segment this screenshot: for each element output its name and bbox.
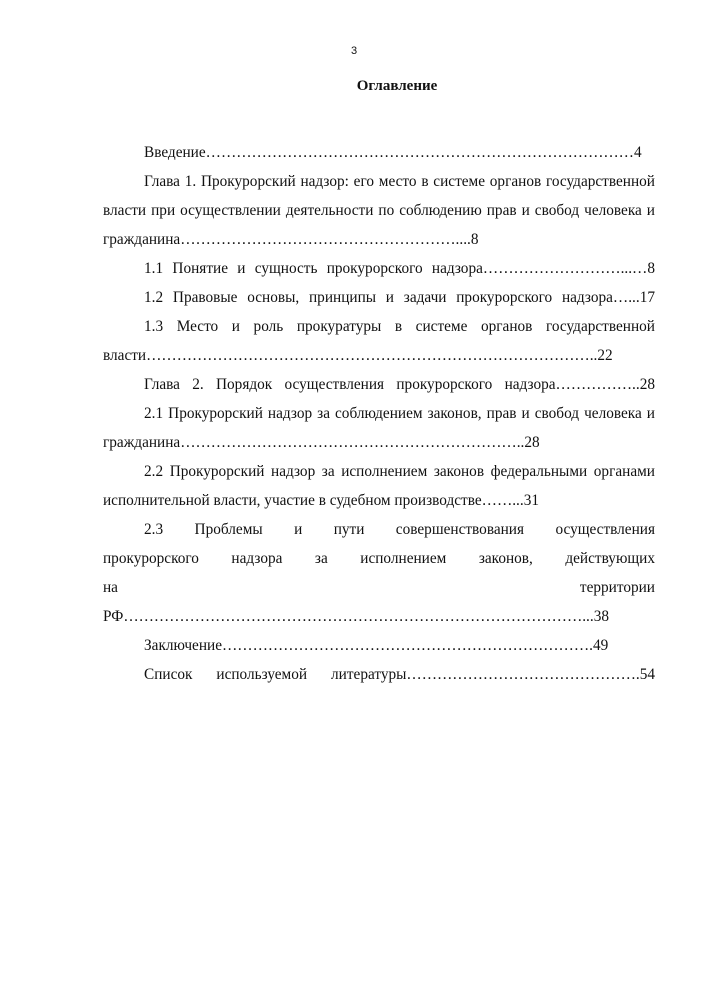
toc-entry-section-2-1: 2.1 Прокурорский надзор за соблюдением законов, прав и свобод человека и гражданина…………………………………………………………..28	[103, 405, 655, 451]
toc-entry-section-2-2: 2.2 Прокурорский надзор за исполнением законов федеральными органами исполнительной власти, участие в судебном производстве……...31	[103, 463, 655, 509]
toc-entry-conclusion: Заключение……………………………………………………………….49	[144, 637, 609, 654]
table-of-contents	[103, 138, 655, 689]
toc-entry-introduction: Введение…………………………………………………………………………4	[144, 144, 642, 161]
toc-entry-section-1-3: 1.3 Место и роль прокуратуры в системе органов государственной власти……………………………………………………………………………..22	[103, 318, 655, 364]
toc-entry-section-1-1: 1.1 Понятие и сущность прокурорского надзора………………………...…8	[144, 260, 655, 277]
toc-entry-chapter-1: Глава 1. Прокурорский надзор: его место в системе органов государственной власти при осуществлении деятельности по соблюдению прав и свобод человека и гражданина………………………………………………....8	[103, 173, 655, 248]
toc-entry-section-2-3: 2.3 Проблемы и пути совершенствования осуществления прокурорского надзора за исполнением законов, действующих на территории РФ………………………………………………………………………………...38	[103, 521, 655, 625]
toc-entry-chapter-2: Глава 2. Порядок осуществления прокурорского надзора……………..28	[144, 376, 655, 393]
page-number: 3	[350, 45, 358, 57]
toc-entry-references: Список используемой литературы……………………………………….54	[144, 666, 655, 683]
toc-entry-section-1-2: 1.2 Правовые основы, принципы и задачи прокурорского надзора…...17	[144, 289, 655, 306]
page-title: Оглавление	[356, 78, 438, 94]
